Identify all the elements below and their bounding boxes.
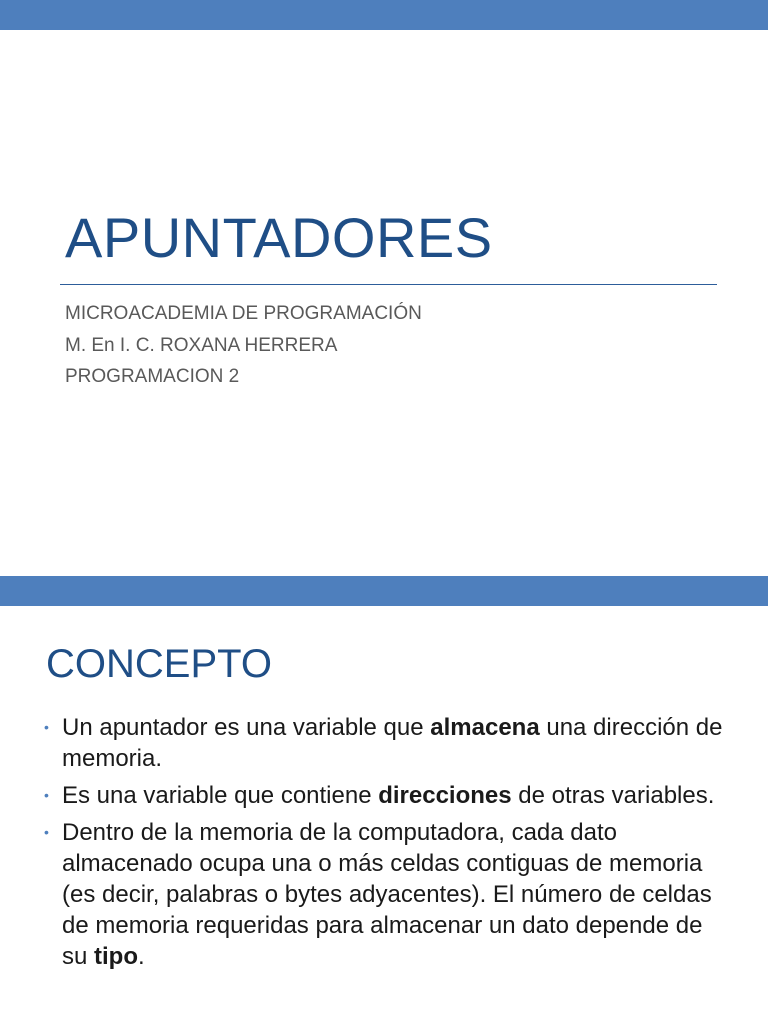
subtitle-block bbox=[65, 298, 422, 393]
bullet-list bbox=[0, 712, 768, 978]
bullet-text-bold: tipo bbox=[94, 943, 138, 970]
bullet-text-after: . bbox=[138, 943, 145, 970]
slide-title: APUNTADORES bbox=[65, 206, 493, 269]
slide-top-band bbox=[0, 576, 768, 606]
subtitle-academy: MICROACADEMIA DE PROGRAMACIÓN bbox=[65, 303, 422, 324]
bullet-text-after: una dirección de memoria. bbox=[62, 714, 723, 772]
bullet-text-bold: almacena bbox=[430, 714, 540, 741]
bullet-item bbox=[0, 817, 768, 972]
bullet-dot-icon: • bbox=[44, 787, 49, 803]
bullet-text-before: Dentro de la memoria de la computadora, cada dato almacenado ocupa una o más celdas contiguas de memoria (es decir, palabras o bytes adyacentes). El número de celdas de memoria requeridas para almacenar un dato depende de su bbox=[62, 819, 712, 970]
bullet-text-bold: direcciones bbox=[378, 782, 512, 809]
bullet-text-after: de otras variables. bbox=[511, 782, 715, 809]
slide-top-band bbox=[0, 0, 768, 30]
section-title: CONCEPTO bbox=[46, 642, 272, 686]
bullet-dot-icon: • bbox=[44, 824, 49, 840]
bullet-dot-icon: • bbox=[44, 719, 49, 735]
bullet-text-before: Un apuntador es una variable que bbox=[62, 714, 431, 741]
subtitle-author: M. En I. C. ROXANA HERRERA bbox=[65, 334, 338, 356]
bullet-text-before: Es una variable que contiene bbox=[62, 782, 379, 809]
bullet-item bbox=[0, 712, 768, 774]
title-underline bbox=[60, 284, 717, 285]
subtitle-course: PROGRAMACION 2 bbox=[65, 366, 240, 387]
bullet-item bbox=[0, 780, 768, 811]
